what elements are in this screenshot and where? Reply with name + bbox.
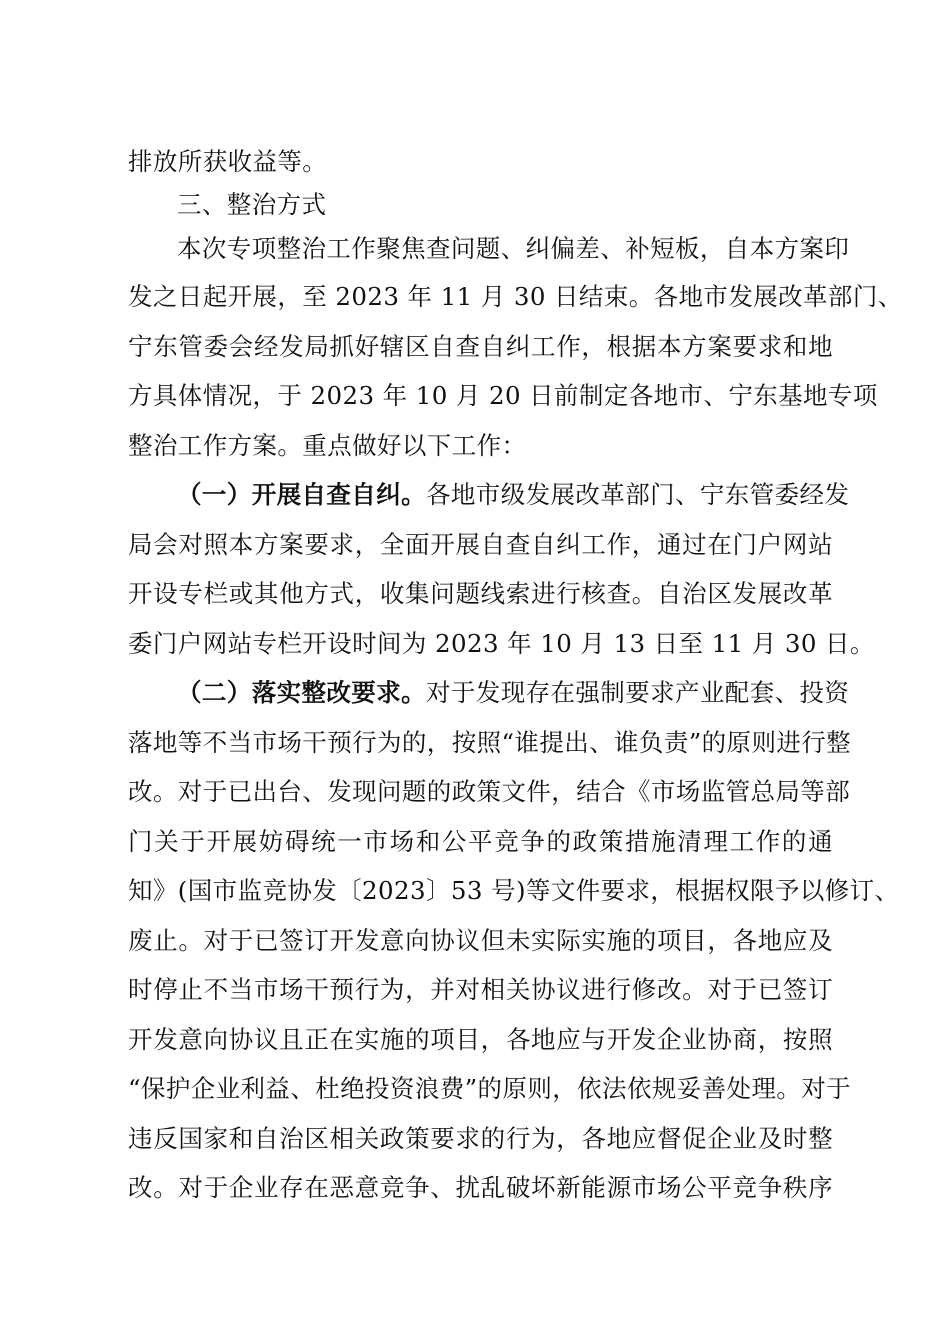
text-line: 排放所获收益等。 [128,147,328,176]
text-line: 委门户网站专栏开设时间为 2023 年 10 月 13 日至 11 月 30 日。 [128,628,875,658]
text-line: 改。对于已出台、发现问题的政策文件，结合《市场监管总局等部 [128,777,851,806]
text-line: 宁东管委会经发局抓好辖区自查自纠工作，根据本方案要求和地 [128,331,833,361]
item-2-heading: （二）落实整改要求。 [177,678,426,707]
item-1-heading: （一）开展自查自纠。 [177,480,426,509]
text-line: 整治工作方案。重点做好以下工作： [128,430,527,460]
text-line: 改。对于企业存在恶意竞争、扰乱破坏新能源市场公平竞争秩序 [128,1173,833,1202]
section-heading: 三、整治方式 [177,190,327,219]
paragraph-item-1-first-line [128,470,850,520]
text-line: 开设专栏或其他方式，收集问题线索进行核查。自治区发展改革 [128,579,833,608]
text-line: “保护企业利益、杜绝投资浪费”的原则，依法依规妥善处理。对于 [128,1074,852,1103]
document-body [128,140,903,1213]
text-span: 各地市级发展改革部门、宁东管委经发 [426,480,850,509]
text-line: 本次专项整治工作聚焦查问题、纠偏差、补短板，自本方案印 [177,234,850,263]
text-line: 局会对照本方案要求，全面开展自查自纠工作，通过在门户网站 [128,529,833,559]
paragraph-item-2-first-line [128,668,850,718]
text-line: 知》(国市监竞协发〔2023〕53 号)等文件要求，根据权限予以修订、 [128,876,900,905]
text-line: 落地等不当市场干预行为的，按照“谁提出、谁负责”的原则进行整 [128,727,852,757]
text-line: 门关于开展妨碍统一市场和公平竞争的政策措施清理工作的通 [128,826,833,856]
text-line: 违反国家和自治区相关政策要求的行为，各地应督促企业及时整 [128,1123,833,1153]
text-span: 对于发现存在强制要求产业配套、投资 [426,678,850,707]
text-line: 时停止不当市场干预行为，并对相关协议进行修改。对于已签订 [128,975,833,1004]
text-line: 废止。对于已签订开发意向协议但未实际实施的项目，各地应及 [128,925,833,955]
text-line: 发之日起开展，至 2023 年 11 月 30 日结束。各地市发展改革部门、 [128,282,903,311]
text-line: 开发意向协议且正在实施的项目，各地应与开发企业协商，按照 [128,1024,833,1054]
text-line: 方具体情况，于 2023 年 10 月 20 日前制定各地市、宁东基地专项 [128,381,878,410]
